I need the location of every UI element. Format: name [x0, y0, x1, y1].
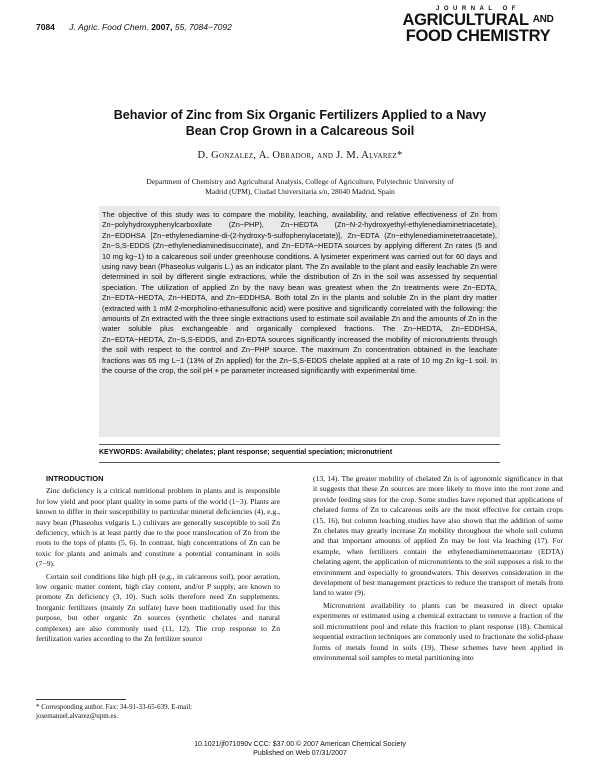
logo-line1: JOURNAL OF [436, 6, 520, 12]
corresponding-author-footnote: * Corresponding author. Fax: 34-91-33-65-639. E-mail: josemanuel.alvarez@upm.es. [36, 703, 193, 720]
keywords: KEYWORDS: Availability; chelates; plant response; sequential speciation; micronutrient [99, 449, 393, 456]
running-header [36, 22, 232, 32]
divider-top [99, 444, 500, 445]
publication-date: Published on Web 07/31/2007 [253, 750, 347, 757]
journal-name: J. Agric. Food Chem. [69, 22, 149, 32]
abstract: The objective of this study was to compare the mobility, leaching, availability, and relative effectiveness of Zn from Zn−polyhydroxyphenylcarboxilate (Zn−PHP), Zn−HEDTA (Zn−N-2-hydroxyethyl-ethylenediaminetriacetate), Zn−EDDHSA [Zn−ethylenediamine-di-(2-hydroxy-5-sulfophenylacetate)], Zn−EDTA (Zn−ethylenediaminetetraacetate), Zn−S,S-EDDS (Zn−ethylenediaminedisuccinate), and Zn−EDTA−HEDTA sources by applying different Zn rates (5 and 10 mg kg−1) to a calcareous soil under greenhouse conditions. A lysimeter experiment was carried out for 60 days and using navy bean (Phaseolus vulgaris L.) as an indicator plant. The Zn available to the plant and easily leachable Zn were determined in soil by different single extractions, while the distribution of Zn in the soil was assessed by sequential speciation. The utilization of applied Zn by the navy bean was greatest when the Zn treatments were Zn−EDTA, Zn−EDTA−HEDTA, Zn−HEDTA, and Zn−EDDHSA. Both total Zn in the plants and soluble Zn in the plant dry matter (extracted with 1 mM 2-morpholino-ethanesulfonic acid) were positive and significantly correlated with the following: the amounts of Zn extracted with the three single extractions used to estimate soil available Zn and the amounts of Zn in the water soluble plus exchangeable and organically complexed fractions. The Zn−HEDTA, Zn−EDDHSA, Zn−EDTA−HEDTA, Zn−S,S-EDDS, and Zn-EDTA sources significantly increased the mobility of micronutrients through the soil with respect to the control and Zn−PHP source. The maximum Zn concentration obtained in the leachate fractions was 65 mg L−1 (13% of Zn applied) for the Zn−S,S-EDDS chelate applied at a rate of 10 mg Zn kg−1 soil. In the course of the crop, the soil pH + pe parameter increased significantly with experimental time. [102, 210, 497, 376]
authors: D. Gonzalez, A. Obrador, and J. M. Alvarez* [197, 150, 403, 161]
article-title: Behavior of Zinc from Six Organic Fertilizers Applied to a Navy Bean Crop Grown in a Calcareous Soil [113, 108, 487, 138]
intro-heading: INTRODUCTION [46, 474, 104, 483]
paragraph: Micronutrient availability to plants can be measured in direct uptake experiments or estimated using a chemical extractant to remove a fraction of the soil micronutrient pool and relate this fraction to plant response (18). Chemical sequential extraction techniques are commonly used to fractionate the solid-phase forms of metals found in soils (19). These schemes have been applied in environmental soil samples to metal partitioning into [313, 600, 563, 662]
journal-volume: 55, 7084−7092 [174, 22, 232, 32]
paragraph: Zinc deficiency is a critical nutritional problem in plants and is responsible for low yield and poor plant quality in some parts of the world (1−3). Plants are known to differ in their susceptibility to particular mineral deficiencies (4), e.g., navy bean (Phaseolus vulgaris L.) cultivars are generally susceptible to soil Zn deficiency, which is at least partly due to the poor translocation of Zn from the roots to the tops of plants (5, 6). In contrast, high concentrations of Zn can be toxic for plants and animals and constitute a potential contaminant in soils (7−9). [36, 486, 280, 569]
footnote-divider [36, 699, 126, 700]
affiliation: Department of Chemistry and Agricultural Analysis, College of Agriculture, Polytechnic University of Madrid (UPM), Ciudad Universitaria s/n, 28040 Madrid, Spain [146, 177, 454, 196]
paragraph: (13, 14). The greater mobility of chelated Zn is of agronomic significance in that it suggests that these Zn sources are more likely to move into the root zone and provide feeding sites for the crop. Some studies have reported that applications of chelated forms of Zn to calcareous soils are the most effective for certain crops (15, 16), but column leaching studies have also shown that the addition of some Zn chelates may greatly increase Zn mobility throughout the whole soil column and that important amounts of applied Zn may be lost via leaching (17). For example, when fertilizers contain the ethylenediaminetetraacetate (EDTA) chelating agent, the application of micronutrients to the soil supposes a risk to the environment and especially to groundwaters. This deserves consideration in the development of best management practices to reduce the transport of metals from land to water (9). [313, 474, 563, 598]
logo-line3: FOOD CHEMISTRY [405, 27, 551, 45]
journal-logo [388, 6, 568, 44]
doi-line: 10.1021/jf071090v CCC: $37.00 © 2007 American Chemical Society [194, 741, 406, 748]
journal-year: 2007, [151, 22, 173, 32]
page-number: 7084 [36, 22, 55, 32]
right-column [313, 474, 563, 665]
left-column [36, 474, 280, 647]
paragraph: Certain soil conditions like high pH (e.g., in calcareous soil), poor aeration, low organic matter content, high clay content, and/or P supply, are known to promote Zn deficiency (3, 10). Such soils therefore need Zn supplements. Inorganic fertilizers (mainly Zn sulfate) have been traditionally used for this purpose, but other organic Zn sources (synthetic chelates and natural complexes) are also commonly used (11, 12). The crop response to Zn fertilization varies according to the Zn fertilizer source [36, 571, 280, 644]
logo-line2: AGRICULTURAL AND [402, 11, 554, 29]
divider-bottom [99, 462, 500, 463]
page-footer [150, 740, 450, 758]
